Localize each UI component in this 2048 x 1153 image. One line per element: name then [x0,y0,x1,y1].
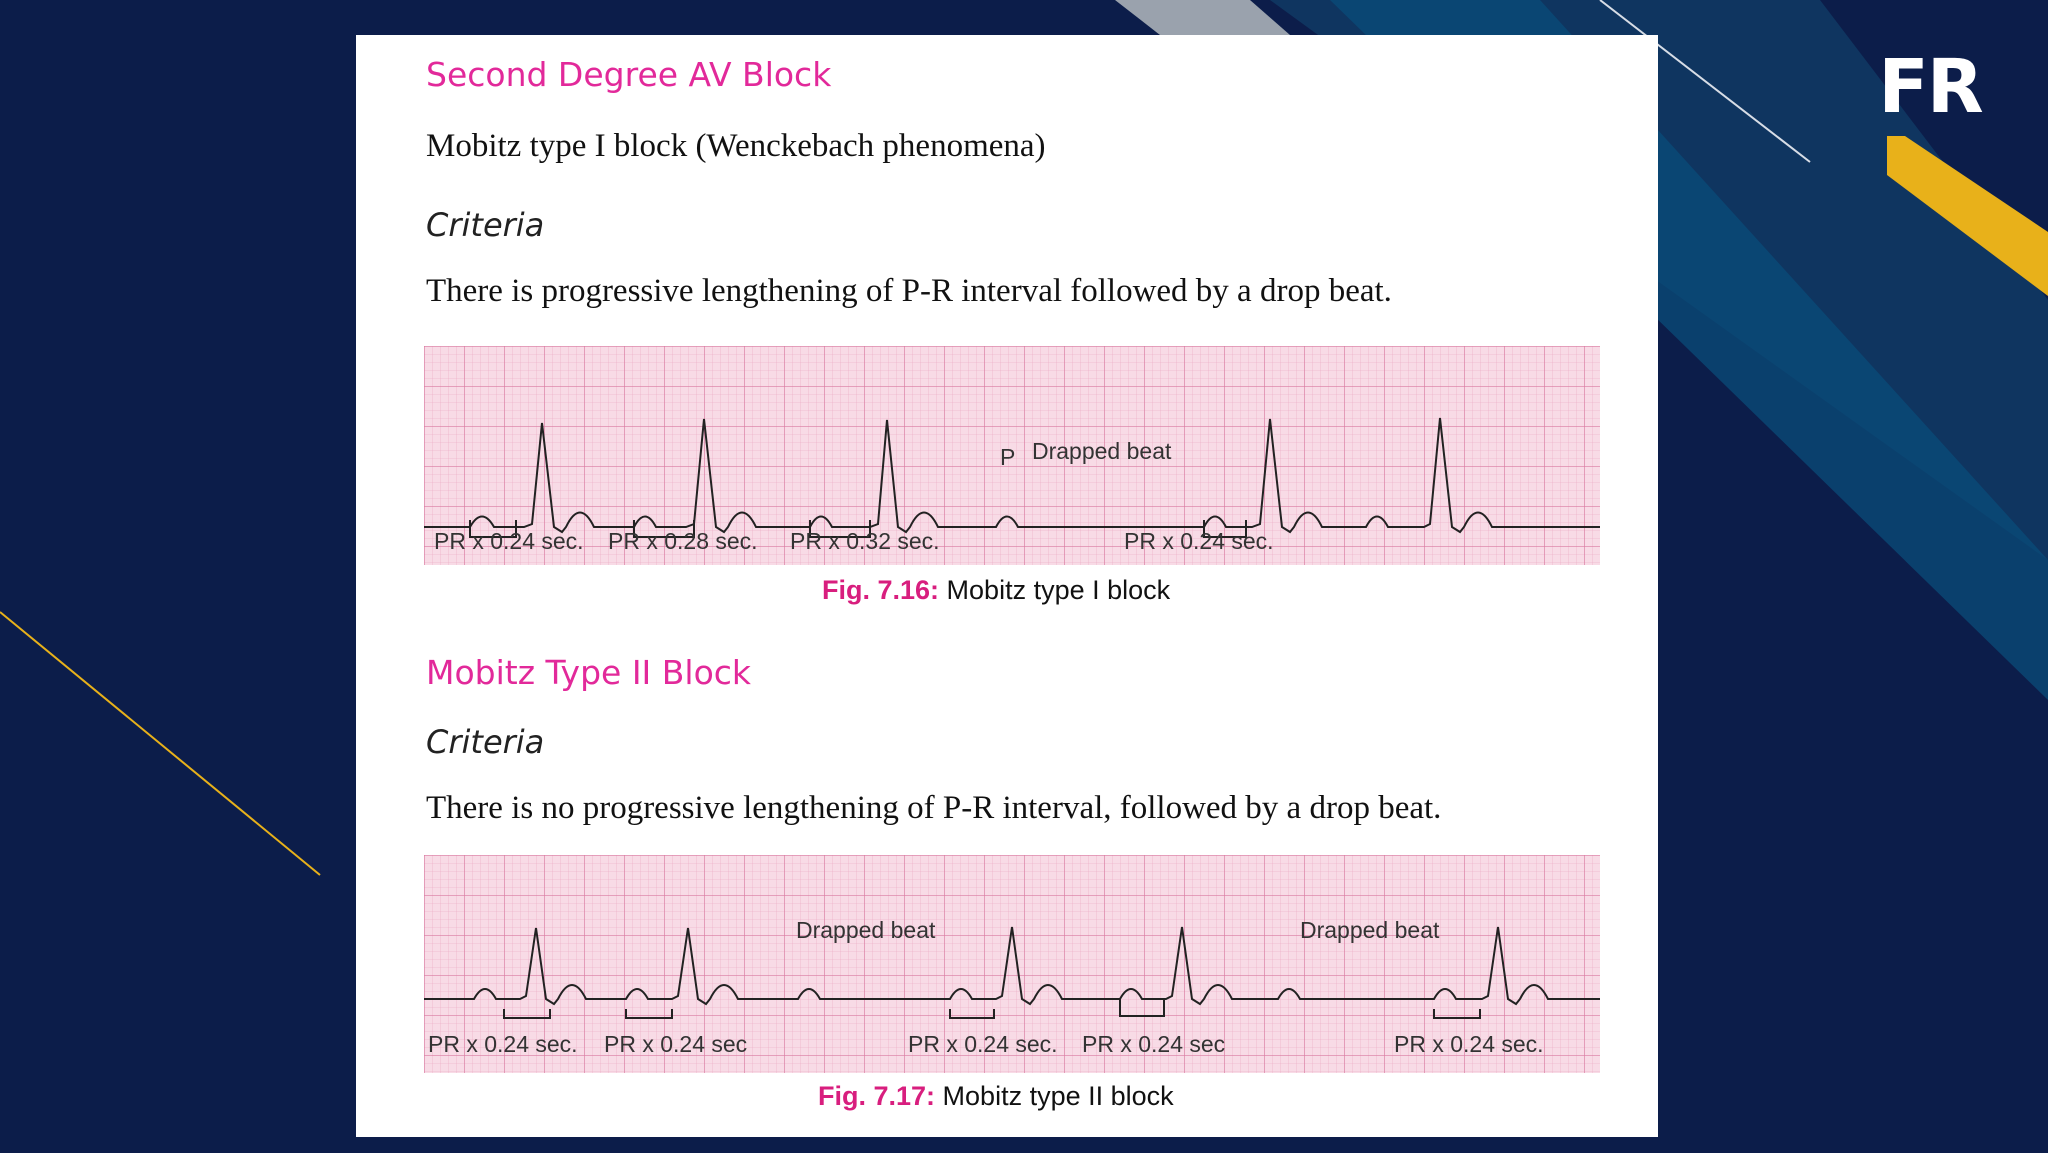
criteria-label-1: Criteria [426,206,545,244]
figure-caption-7-16 [822,575,1170,606]
figure-caption-text: Mobitz type I block [946,575,1171,605]
subtitle-mobitz-type-1: Mobitz type I block (Wenckebach phenomena) [426,128,1046,164]
pr-interval-label: PR x 0.24 sec [604,1031,748,1057]
brand-logo: FR [1878,44,1982,130]
ecg-strip-mobitz-1 [424,346,1600,565]
dropped-beat-label: Drapped beat [1032,438,1172,464]
pr-interval-label: PR x 0.32 sec. [790,528,940,554]
pr-interval-label: PR x 0.24 sec [1082,1031,1226,1057]
figure-number: Fig. 7.16: [822,575,940,605]
dropped-beat-label: Drapped beat [796,917,936,943]
section-title-mobitz-type-2: Mobitz Type II Block [426,653,752,692]
ecg-strip-mobitz-2 [424,855,1600,1073]
pr-interval-label: PR x 0.24 sec. [434,528,584,554]
pr-interval-label: PR x 0.24 sec. [428,1031,578,1057]
criteria-text-1: There is progressive lengthening of P-R interval followed by a drop beat. [426,273,1392,309]
figure-number: Fig. 7.17: [818,1081,936,1111]
figure-caption-7-17 [818,1081,1174,1112]
pr-interval-label: PR x 0.28 sec. [608,528,758,554]
pr-interval-label: PR x 0.24 sec. [1124,528,1274,554]
figure-caption-text: Mobitz type II block [942,1081,1174,1111]
p-wave-label: P [1000,444,1016,470]
pr-interval-label: PR x 0.24 sec. [1394,1031,1544,1057]
section-title-second-degree: Second Degree AV Block [426,55,832,94]
pr-interval-label: PR x 0.24 sec. [908,1031,1058,1057]
criteria-label-2: Criteria [426,723,545,761]
criteria-text-2: There is no progressive lengthening of P-R interval, followed by a drop beat. [426,790,1442,826]
document-page [356,35,1658,1137]
dropped-beat-label: Drapped beat [1300,917,1440,943]
